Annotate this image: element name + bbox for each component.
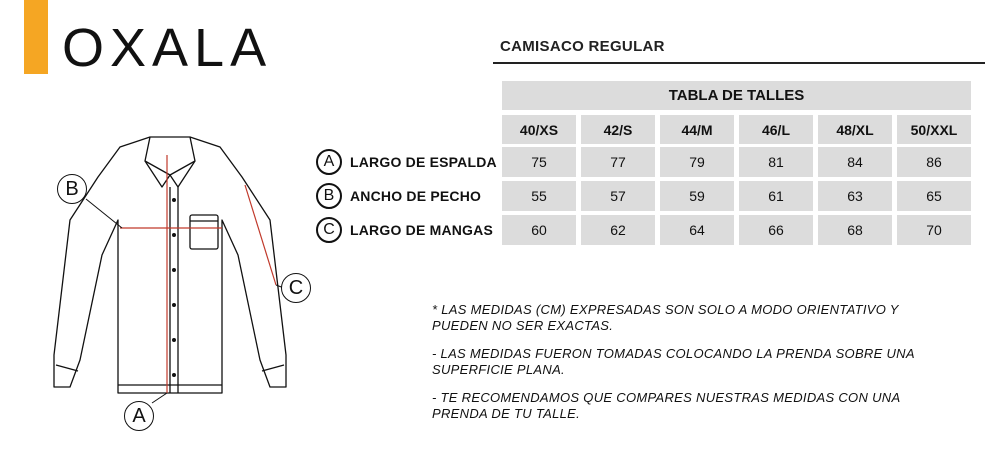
- diagram-label-b: B: [57, 174, 87, 204]
- table-cell: 55: [502, 181, 576, 211]
- row-name: LARGO DE MANGAS: [350, 222, 493, 238]
- table-cell: 64: [660, 215, 734, 245]
- row-label-ancho-pecho: [316, 181, 481, 211]
- note-recommendation: - TE RECOMENDAMOS QUE COMPARES NUESTRAS MEDIDAS CON UNA PRENDA DE TU TALLE.: [432, 390, 900, 421]
- table-cell: 59: [660, 181, 734, 211]
- measure-badge-b: B: [316, 183, 342, 209]
- diagram-label-c: C: [281, 273, 311, 303]
- row-name: ANCHO DE PECHO: [350, 188, 482, 204]
- diagram-label-a: A: [124, 401, 154, 431]
- size-header: 42/S: [581, 115, 655, 144]
- table-cell: 81: [739, 147, 813, 177]
- shirt-diagram: [40, 125, 310, 425]
- table-cell: 60: [502, 215, 576, 245]
- table-cell: 66: [739, 215, 813, 245]
- table-cell: 86: [897, 147, 971, 177]
- brand-accent-bar: [24, 0, 48, 74]
- size-header: 46/L: [739, 115, 813, 144]
- size-table-title: TABLA DE TALLES: [502, 81, 971, 110]
- table-cell: 84: [818, 147, 892, 177]
- size-header: 48/XL: [818, 115, 892, 144]
- size-header: 40/XS: [502, 115, 576, 144]
- table-cell: 61: [739, 181, 813, 211]
- measure-badge-a: A: [316, 149, 342, 175]
- measure-badge-c: C: [316, 217, 342, 243]
- row-name: LARGO DE ESPALDA: [350, 154, 497, 170]
- table-cell: 79: [660, 147, 734, 177]
- brand-logo: OXALA: [62, 18, 273, 78]
- table-cell: 75: [502, 147, 576, 177]
- size-header: 50/XXL: [897, 115, 971, 144]
- table-cell: 77: [581, 147, 655, 177]
- note-method: - LAS MEDIDAS FUERON TOMADAS COLOCANDO LA PRENDA SOBRE UNA SUPERFICIE PLANA.: [432, 346, 915, 377]
- table-cell: 65: [897, 181, 971, 211]
- product-title: CAMISACO REGULAR: [500, 38, 665, 55]
- size-header: 44/M: [660, 115, 734, 144]
- table-cell: 63: [818, 181, 892, 211]
- table-cell: 68: [818, 215, 892, 245]
- table-cell: 57: [581, 181, 655, 211]
- row-label-largo-espalda: [316, 147, 497, 177]
- table-cell: 70: [897, 215, 971, 245]
- row-label-largo-mangas: [316, 215, 493, 245]
- table-cell: 62: [581, 215, 655, 245]
- title-divider: [493, 62, 985, 64]
- note-disclaimer: * LAS MEDIDAS (CM) EXPRESADAS SON SOLO A MODO ORIENTATIVO Y PUEDEN NO SER EXACTAS.: [432, 302, 899, 333]
